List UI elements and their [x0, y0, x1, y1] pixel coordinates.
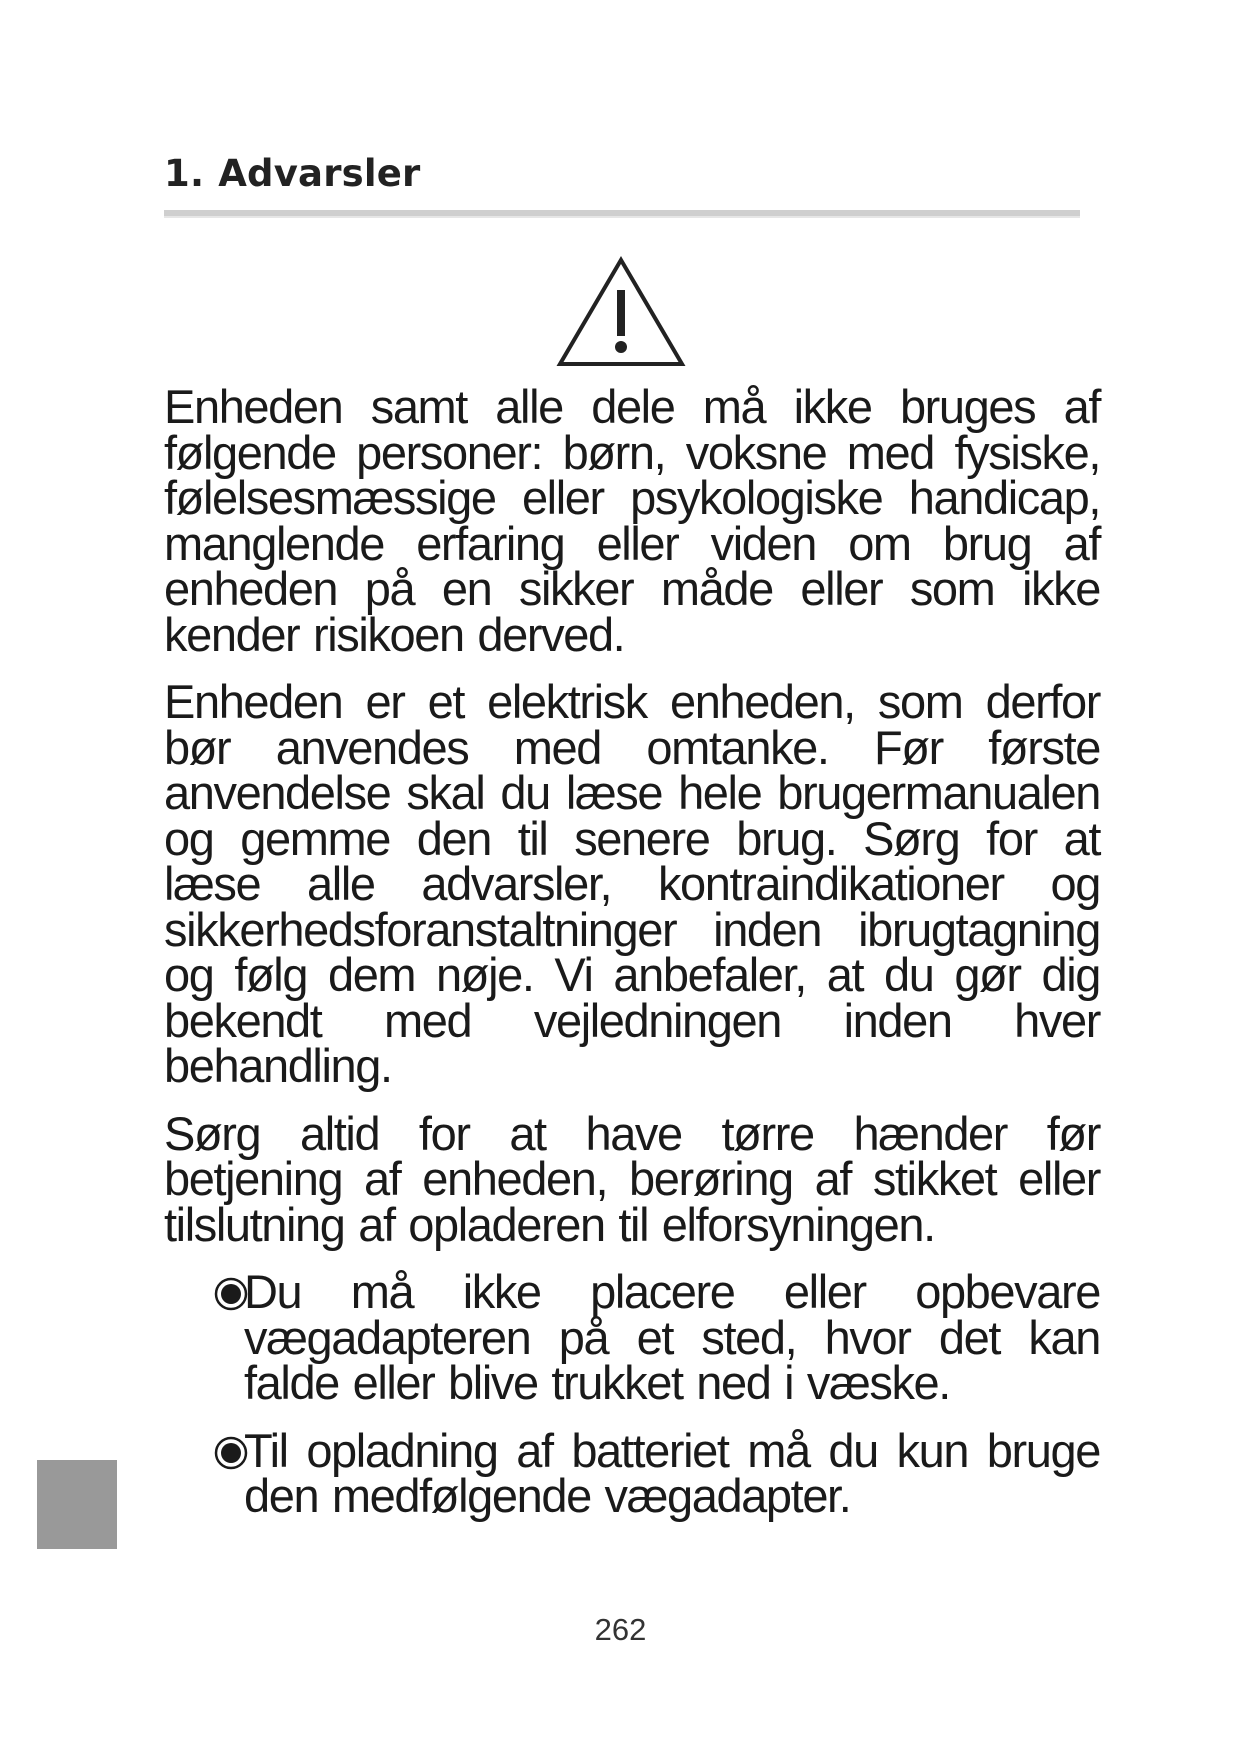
heading-divider	[164, 210, 1080, 218]
section-number: 1.	[164, 152, 205, 195]
radio-bullet-icon	[214, 1436, 248, 1470]
section-heading	[164, 146, 421, 202]
paragraph-usage-restrictions: Enheden samt alle dele må ikke bruges af følgende personer: børn, voksne med fysiske, følelsesmæssige eller psykologiske handicap, manglende erfaring eller viden om brug af enheden på en sikker måde eller som ikke kender risikoen derved.	[164, 380, 1100, 661]
warnings-body	[164, 380, 1100, 1541]
section-title: Advarsler	[218, 152, 421, 195]
paragraph-dry-hands: Sørg altid for at have tørre hænder før betjening af enheden, berøring af stikket eller tilslutning af opladeren til elforsyningen.	[164, 1106, 1100, 1251]
list-item	[244, 1423, 1100, 1522]
bullet-text: Du må ikke placere eller opbevare vægadapteren på et sted, hvor det kan falde eller blive trukket ned i væske.	[244, 1265, 1100, 1409]
warning-triangle-icon	[556, 256, 686, 368]
paragraph-electrical-device: Enheden er et elektrisk enheden, som derfor bør anvendes med omtanke. Før første anvendelse skal du læse hele brugermanualen og gemme den til senere brug. Sørg for at læse alle advarsler, kontraindikationer og sikkerhedsforanstaltninger inden ibrugtagning og følg dem nøje. Vi anbefaler, at du gør dig bekendt med vejledningen inden hver behandling.	[164, 675, 1100, 1092]
radio-bullet-icon	[214, 1277, 248, 1311]
warning-bullet-list	[164, 1265, 1100, 1522]
page-number: 262	[594, 1612, 647, 1647]
chapter-side-tab	[37, 1460, 117, 1549]
list-item	[244, 1265, 1100, 1409]
bullet-text: Til opladning af batteriet må du kun bruge den medfølgende vægadapter.	[244, 1423, 1100, 1522]
